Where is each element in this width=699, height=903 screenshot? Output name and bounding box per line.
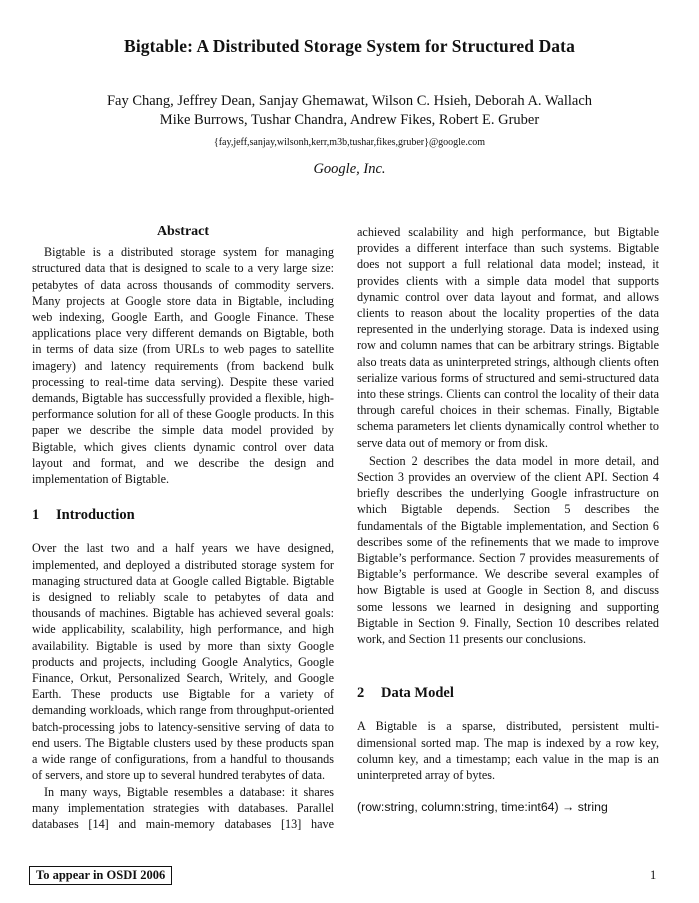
left-column bbox=[32, 224, 334, 832]
authors-line-2: Mike Burrows, Tushar Chandra, Andrew Fikes, Robert E. Gruber bbox=[159, 112, 540, 128]
data-model-formula: (row:string, column:string, time:int64) → string bbox=[357, 800, 608, 815]
paper-title: Bigtable: A Distributed Storage System for Structured Data bbox=[124, 36, 575, 56]
section-1-title: Introduction bbox=[56, 507, 135, 524]
data-model-paragraph: A Bigtable is a sparse, distributed, persistent multi-dimensional sorted map. The map is indexed by a row key, column key, and a timestamp; each value in the map is an uninterpreted array of bytes. bbox=[357, 719, 659, 783]
affiliation: Google, Inc. bbox=[313, 161, 386, 177]
intro-paragraph-1: Over the last two and a half years we have designed, implemented, and deployed a distributed storage system for managing structured data at Google called Bigtable. Bigtable is designed to reliably scale to petabytes of data and thousands of machines. Bigtable has achieved several goals: wide applicability, scalability, high performance, and high availability. Bigtable is used by more than sixty Google products and projects, including Google Analytics, Google Finance, Orkut, Personalized Search, Writely, and Google Earth. These products use Bigtable for a variety of demanding workloads, which range from throughput-oriented batch-processing jobs to latency-sensitive serving of data to end users. The Bigtable clusters used by these products span a wide range of configurations, from a handful to thousands of servers, and store up to several hundred terabytes of data. bbox=[32, 541, 334, 783]
authors-line-1: Fay Chang, Jeffrey Dean, Sanjay Ghemawat, Wilson C. Hsieh, Deborah A. Wallach bbox=[106, 93, 593, 109]
right-column bbox=[357, 224, 659, 816]
section-1-number: 1 bbox=[32, 507, 40, 524]
venue-note: To appear in OSDI 2006 bbox=[29, 866, 172, 885]
intro-paragraph-2: In many ways, Bigtable resembles a database: it shares many implementation strategies with databases. Parallel databases [14] and main-memory databases [13] have bbox=[32, 784, 334, 831]
section-2-title: Data Model bbox=[381, 685, 454, 702]
author-emails: {fay,jeff,sanjay,wilsonh,kerr,m3b,tushar,fikes,gruber}@google.com bbox=[213, 137, 486, 148]
intro-paragraph-3: Section 2 describes the data model in more detail, and Section 3 provides an overview of the client API. Section 4 briefly describes the underlying Google infrastructure on which Bigtable depends. Section 5 describes the fundamentals of the Bigtable implementation, and Section 6 describes some of the refinements that we made to improve Bigtable’s performance. Section 7 provides measurements of Bigtable’s performance. We describe several examples of how Bigtable is used at Google in Section 8, and discuss some lessons we learned in designing and supporting Bigtable in Section 9. Finally, Section 10 describes related work, and Section 11 presents our conclusions. bbox=[357, 453, 659, 647]
section-1-heading bbox=[32, 507, 334, 523]
section-2-heading bbox=[357, 685, 659, 701]
abstract-heading: Abstract bbox=[156, 224, 210, 239]
intro-paragraph-2-continued: achieved scalability and high performance, but Bigtable provides a different interface than such systems. Bigtable does not support a full relational data model; instead, it provides clients with a simple data model that supports dynamic control over data layout and format, and allows clients to reason about the locality properties of the data represented in the underlying storage. Data is indexed using row and column names that can be arbitrary strings. Bigtable also treats data as uninterpreted strings, although clients often serialize various forms of structured and semi-structured data into these strings. Clients can control the locality of their data through careful choices in their schemas. Finally, Bigtable schema parameters let clients dynamically control whether to serve data out of memory or from disk. bbox=[357, 225, 659, 450]
section-2-number: 2 bbox=[357, 685, 365, 702]
author-list bbox=[0, 92, 699, 130]
page-number: 1 bbox=[650, 868, 657, 882]
abstract-text: Bigtable is a distributed storage system for managing structured data that is designed to scale to a very large size: petabytes of data across thousands of commodity servers. Many projects at Google store data in Bigtable, including web indexing, Google Earth, and Google Finance. These applications place very different demands on Bigtable, both in terms of data size (from URLs to web pages to satellite imagery) and latency requirements (from backend bulk processing to real-time data serving). Despite these varied demands, Bigtable has successfully provided a flexible, high-performance solution for all of these Google products. In this paper we describe the simple data model provided by Bigtable, which gives clients dynamic control over data layout and format, and we describe the design and implementation of Bigtable. bbox=[32, 245, 334, 487]
